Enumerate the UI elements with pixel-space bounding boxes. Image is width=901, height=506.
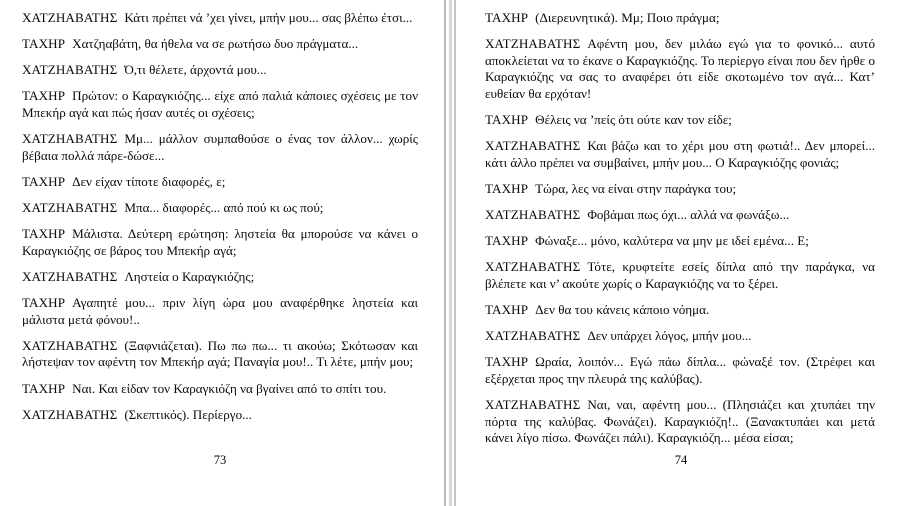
dialogue-text: Μπα... διαφορές... από πού κι ως πού; [124,200,324,215]
dialogue-line [485,181,875,198]
speaker-name: ΧΑΤΖΗΑΒΑΤΗΣ [485,207,581,223]
dialogue-line [22,88,418,121]
dialogue-text: Μμ... μάλλον συμπαθούσε ο ένας τον άλλον... χωρίς βέβαια πολλά πάρε-δώσε... [22,131,418,163]
dialogue-line [22,407,418,424]
dialogue-text: Ωραία, λοιπόν... Εγώ πάω δίπλα... φώναξέ τον. (Στρέφει και εξέρχεται προς την πλευρά της καλύβας). [485,354,875,386]
speaker-name: ΧΑΤΖΗΑΒΑΤΗΣ [22,406,118,422]
dialogue-line [22,269,418,286]
dialogue-text: (Διερευνητικά). Μμ; Ποιο πράγμα; [535,10,720,25]
dialogue-text: Μάλιστα. Δεύτερη ερώτηση: ληστεία θα μπορούσε να κάνει ο Καραγκιόζης σε βάρος του Μπεκήρ αγά; [22,226,418,258]
dialogue-text: Δεν υπάρχει λόγος, μπήν μου... [587,328,752,344]
dialogue-text: Δεν θα του κάνεις κάποιο νόημα. [535,302,710,318]
dialogue-line [485,112,875,129]
dialogue-line [485,10,875,27]
dialogue-line [485,207,875,224]
dialogue-text: Ναι, ναι, αφέντη μου... (Πλησιάζει και χτυπάει την πόρτα της καλύβας. Φωνάζει). Καραγκιόζη!.. (Ξανακτυπάει και μετά κάνει λίγο πίσω. Φωνάζει πάλι). Καραγκιόζη... μέσα είσαι; [485,397,875,446]
dialogue-text: Αγαπητέ μου... πριν λίγη ώρα μου αναφέρθηκε ληστεία και μάλιστα μετά φόνου!.. [22,295,418,327]
dialogue-line [485,302,875,319]
speaker-name: ΤΑΧΗΡ [485,302,529,318]
speaker-name: ΧΑΤΖΗΑΒΑΤΗΣ [485,328,581,344]
speaker-name: ΤΑΧΗΡ [22,226,66,242]
speaker-name: ΤΑΧΗΡ [485,181,529,196]
dialogue-line [22,338,418,371]
dialogue-text: Πρώτον: ο Καραγκιόζης... είχε από παλιά κάποιες σχέσεις με τον Μπεκήρ αγά και πώς ήσαν αυτές οι σχέσεις; [22,88,418,120]
gutter-shadow-right [454,0,456,506]
dialogue-line [485,36,875,103]
page-number-right: 74 [674,453,688,467]
dialogue-line [485,397,875,447]
speaker-name: ΤΑΧΗΡ [22,380,66,396]
speaker-name: ΤΑΧΗΡ [22,36,66,52]
gutter-center [449,0,452,506]
dialogue-text: Τότε, κρυφτείτε εσείς δίπλα από την παράγκα, να βλέπετε και ν’ ακούτε χωρίς ο Καραγκιόζης να το ξέρει. [485,259,875,291]
dialogue-line [22,226,418,259]
speaker-name: ΤΑΧΗΡ [485,10,529,25]
dialogue-text: (Ξαφνιάζεται). Πω πω πω... τι ακούω; Σκότωσαν και λήστεψαν τον αφέντη τον Μπεκήρ αγά; Παναγία μου!.. Τι λέτε, μπήν μου; [22,337,418,370]
dialogue-text: Δεν είχαν τίποτε διαφορές, ε; [72,173,226,189]
dialogue-text: Χατζηαβάτη, θα ήθελα να σε ρωτήσω δυο πράγματα... [72,36,359,52]
dialogue-text: Θέλεις να ’πείς ότι ούτε καν τον είδε; [535,112,732,128]
dialogue-text: (Σκεπτικός). Περίεργο... [124,406,252,422]
dialogue-line [22,200,418,217]
page-right [461,0,901,506]
speaker-name: ΤΑΧΗΡ [22,88,66,104]
speaker-name: ΧΑΤΖΗΑΒΑΤΗΣ [22,268,118,284]
speaker-name: ΧΑΤΖΗΑΒΑΤΗΣ [22,62,118,78]
speaker-name: ΧΑΤΖΗΑΒΑΤΗΣ [22,10,118,25]
gutter-shadow-left [444,0,446,506]
dialogue-line [485,138,875,171]
dialogue-text: Ό,τι θέλετε, άρχοντά μου... [124,62,267,78]
dialogue-line [22,174,418,191]
dialogue-text: Φώναξε... μόνο, καλύτερα να μην με ιδεί εμένα... Ε; [535,233,809,249]
dialogue-line [22,10,418,27]
dialogue-text: Φοβάμαι πως όχι... αλλά να φωνάξω... [587,207,790,223]
dialogue-line [22,131,418,164]
dialogue-text: Ληστεία ο Καραγκιόζης; [124,268,255,284]
dialogue-line [485,354,875,387]
dialogue-line [22,381,418,398]
dialogue-text: Αφέντη μου, δεν μιλάω εγώ για το φονικό... αυτό αποκλείεται να το έκανε ο Καραγκιόζης. Το περίεργο είναι που δεν ήρθε ο Καραγκιόζης να σας το αναφέρει ότι είδε σκοτωμένο τον αγά... Κατ’ ευθείαν θα ερχόταν! [485,36,875,101]
dialogue-line [485,259,875,292]
dialogue-line [22,295,418,328]
speaker-name: ΧΑΤΖΗΑΒΑΤΗΣ [22,200,118,215]
speaker-name: ΧΑΤΖΗΑΒΑΤΗΣ [22,131,118,147]
dialogue-text: Και βάζω και το χέρι μου στη φωτιά!.. Δεν μπορεί... κάτι άλλο πρέπει να συμβαίνει, μπήν μου... Ο Καραγκιόζης φονιάς; [485,138,875,170]
dialogue-line [485,328,875,345]
speaker-name: ΧΑΤΖΗΑΒΑΤΗΣ [485,259,581,275]
speaker-name: ΤΑΧΗΡ [485,233,529,249]
speaker-name: ΤΑΧΗΡ [485,354,529,370]
speaker-name: ΧΑΤΖΗΑΒΑΤΗΣ [485,36,581,52]
speaker-name: ΤΑΧΗΡ [22,173,66,189]
book-gutter [440,0,461,506]
dialogue-line [22,36,418,53]
speaker-name: ΤΑΧΗΡ [485,112,529,128]
dialogue-text: Τώρα, λες να είναι στην παράγκα του; [535,181,737,196]
speaker-name: ΧΑΤΖΗΑΒΑΤΗΣ [22,337,118,353]
page-left [0,0,440,506]
speaker-name: ΧΑΤΖΗΑΒΑΤΗΣ [485,397,581,413]
dialogue-text: Κάτι πρέπει νά ’χει γίνει, μπήν μου... σας βλέπω έτσι... [124,10,413,25]
speaker-name: ΧΑΤΖΗΑΒΑΤΗΣ [485,138,581,154]
dialogue-line [22,62,418,79]
dialogue-text: Ναι. Και είδαν τον Καραγκιόζη να βγαίνει από το σπίτι του. [72,380,387,396]
speaker-name: ΤΑΧΗΡ [22,295,66,310]
page-right-text-column [485,10,875,447]
dialogue-line [485,233,875,250]
page-number-left: 73 [213,453,227,467]
page-left-text-column [22,10,418,423]
